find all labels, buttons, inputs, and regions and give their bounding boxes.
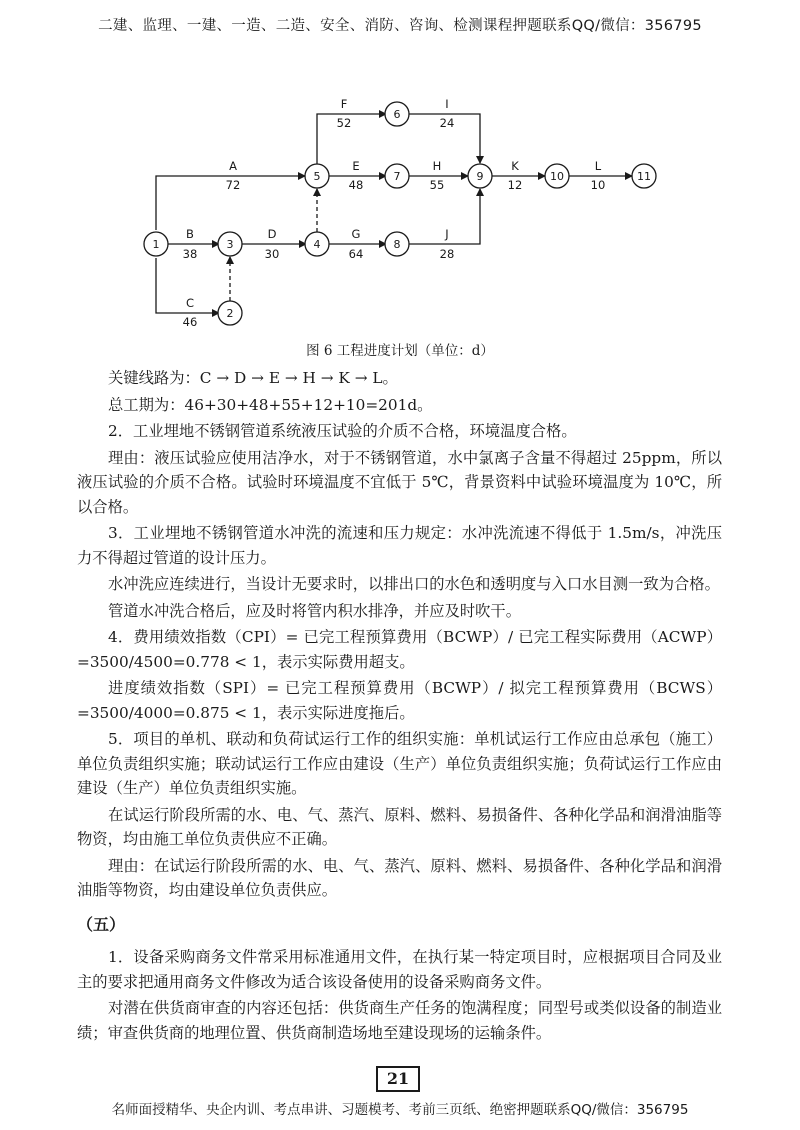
duration-L: 10: [590, 178, 606, 192]
paragraph: 4．费用绩效指数（CPI）= 已完工程预算费用（BCWP）/ 已完工程实际费用（ACWP）=3500/4500=0.778 < 1，表示实际费用超支。: [77, 628, 722, 671]
paragraph: 进度绩效指数（SPI）= 已完工程预算费用（BCWP）/ 拟完工程预算费用（BCWS）=3500/4000=0.875 < 1，表示实际进度拖后。: [77, 679, 722, 722]
page-header: 二建、监理、一建、一造、二造、安全、消防、咨询、检测课程押题联系QQ/微信：356795: [98, 18, 702, 34]
label-H: H: [432, 159, 442, 173]
svg-text:7: 7: [393, 170, 401, 183]
node-4: [305, 232, 329, 256]
label-E: E: [352, 159, 360, 173]
paragraph: 1．设备采购商务文件常采用标准通用文件，在执行某一特定项目时，应根据项目合同及业主的要求把通用商务文件修改为适合该设备使用的设备采购商务文件。: [77, 948, 722, 991]
node-11: [632, 164, 656, 188]
svg-text:6: 6: [393, 108, 401, 121]
paragraph: 理由：在试运行阶段所需的水、电、气、蒸汽、原料、燃料、易损备件、各种化学品和润滑油脂等物资，均由建设单位负责供应。: [77, 856, 722, 899]
label-F: F: [340, 97, 348, 111]
label-K: K: [511, 159, 519, 173]
svg-text:10: 10: [550, 170, 564, 183]
paragraph: 理由：液压试验应使用洁净水，对于不锈钢管道，水中氯离子含量不得超过 25ppm，所以液压试验的介质不合格。试验时环境温度不宜低于 5℃，背景资料中试验环境温度为 10℃，所以合格。: [77, 448, 722, 516]
node-2: [218, 301, 242, 325]
paragraph: 在试运行阶段所需的水、电、气、蒸汽、原料、燃料、易损备件、各种化学品和润滑油脂等物资，均由施工单位负责供应不正确。: [77, 805, 722, 848]
label-C: C: [185, 296, 195, 310]
duration-D: 30: [264, 247, 280, 261]
page-footer: 名师面授精华、央企内训、考点串讲、习题模考、考前三页纸、绝密押题联系QQ/微信：356795: [111, 1102, 689, 1118]
svg-text:5: 5: [313, 170, 321, 183]
page-number: 21: [376, 1066, 420, 1092]
figure-caption: 图 6 工程进度计划（单位：d）: [306, 343, 494, 359]
svg-text:3: 3: [226, 238, 234, 251]
duration-A: 72: [225, 178, 241, 192]
paragraph: 2．工业埋地不锈钢管道系统液压试验的介质不合格，环境温度合格。: [108, 422, 577, 440]
section-title: （五）: [77, 914, 126, 934]
node-10: [545, 164, 569, 188]
svg-text:8: 8: [393, 238, 401, 251]
paragraph: 对潜在供货商审查的内容还包括：供货商生产任务的饱满程度；同型号或类似设备的制造业绩；审查供货商的地理位置、供货商制造场地至建设现场的运输条件。: [77, 999, 722, 1042]
node-8: [385, 232, 409, 256]
duration-F: 52: [336, 116, 352, 130]
duration-I: 24: [439, 116, 455, 130]
duration-G: 64: [348, 247, 364, 261]
label-A: A: [229, 159, 237, 173]
svg-text:11: 11: [637, 170, 651, 183]
duration-H: 55: [429, 178, 445, 192]
total-duration: 总工期为：46+30+48+55+12+10=201d。: [108, 395, 433, 414]
svg-text:2: 2: [226, 307, 234, 320]
svg-text:4: 4: [313, 238, 321, 251]
label-L: L: [594, 159, 602, 173]
duration-C: 46: [182, 315, 198, 329]
network-diagram: [0, 90, 800, 340]
svg-text:1: 1: [152, 238, 160, 251]
node-7: [385, 164, 409, 188]
duration-K: 12: [507, 178, 523, 192]
node-9: [468, 164, 492, 188]
duration-E: 48: [348, 178, 364, 192]
paragraph: 5．项目的单机、联动和负荷试运行工作的组织实施：单机试运行工作应由总承包（施工）单位负责组织实施；联动试运行工作应由建设（生产）单位负责组织实施；负荷试运行工作应由建设（生产）单位负责组织实施。: [77, 730, 722, 797]
node-5: [305, 164, 329, 188]
answer-body: [77, 366, 722, 1047]
node-3: [218, 232, 242, 256]
label-D: D: [267, 227, 277, 241]
node-6: [385, 102, 409, 126]
arrow-F: [317, 114, 386, 164]
duration-J: 28: [439, 247, 455, 261]
label-I: I: [445, 97, 449, 111]
node-1: [144, 232, 168, 256]
svg-text:9: 9: [476, 170, 484, 183]
paragraph: 水冲洗应连续进行，当设计无要求时，以排出口的水色和透明度与入口水目测一致为合格。: [108, 575, 720, 593]
paragraph: 管道水冲洗合格后，应及时将管内积水排净，并应及时吹干。: [108, 601, 522, 620]
paragraph: 3．工业埋地不锈钢管道水冲洗的流速和压力规定：水冲洗流速不得低于 1.5m/s，冲洗压力不得超过管道的设计压力。: [77, 524, 722, 567]
label-J: J: [445, 227, 449, 241]
label-G: G: [351, 227, 361, 241]
duration-B: 38: [182, 247, 198, 261]
critical-path: 关键线路为：C → D → E → H → K → L。: [108, 369, 398, 387]
label-B: B: [186, 227, 194, 241]
